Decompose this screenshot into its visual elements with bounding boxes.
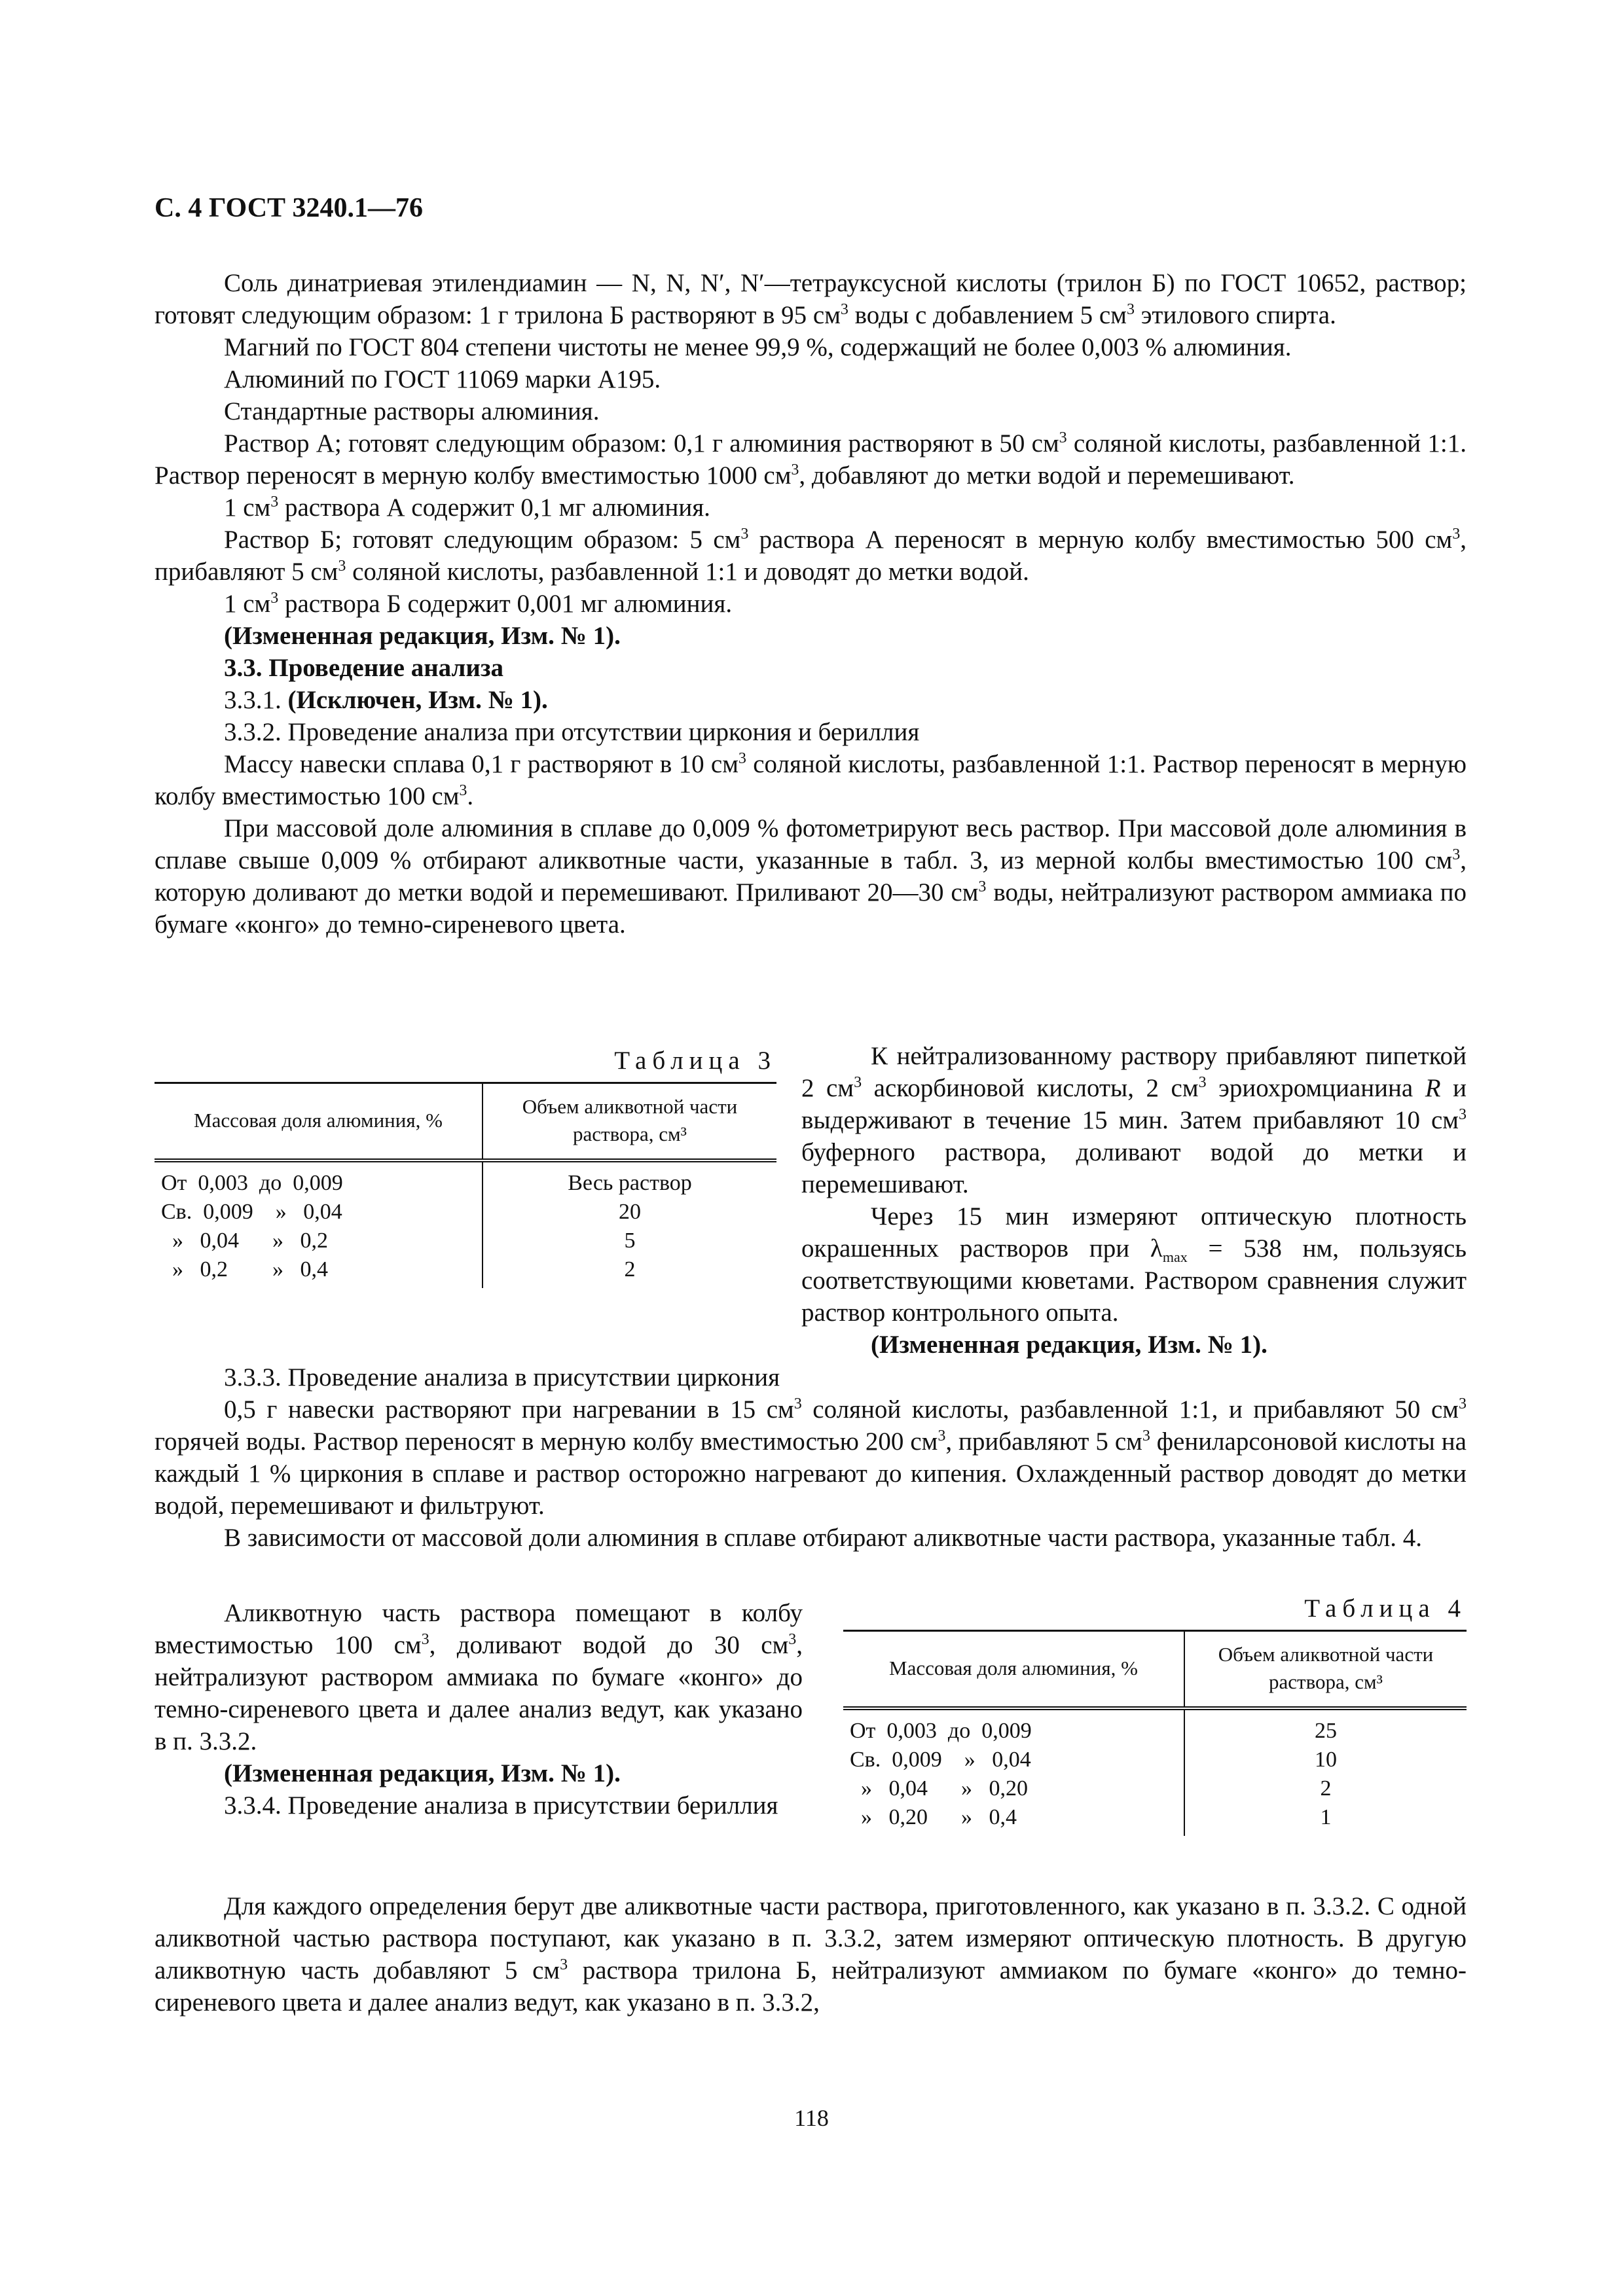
table-4-caption: Таблица 4 — [1304, 1594, 1467, 1623]
table-3-range-cell: От 0,003 до 0,009 — [161, 1171, 343, 1195]
section-3-3-3-title: 3.3.3. Проведение анализа в присутствии циркония — [224, 1363, 780, 1391]
table-4 — [843, 1630, 1467, 1836]
right-column-text — [801, 1040, 1467, 1361]
table-4-row — [843, 1746, 1467, 1774]
table-3-row — [155, 1227, 776, 1255]
left-column-text — [155, 1597, 803, 1821]
table-3 — [155, 1082, 776, 1288]
table-4-range-cell: Св. 0,009 » 0,04 — [850, 1748, 1031, 1772]
table-3-value-cell: Весь раствор — [483, 1160, 776, 1198]
table-4-range-cell: » 0,20 » 0,4 — [850, 1805, 1017, 1829]
table-3-range-cell: Св. 0,009 » 0,04 — [161, 1200, 342, 1224]
table-3-row — [155, 1198, 776, 1227]
paragraph-aluminium: Алюминий по ГОСТ 11069 марки А195. — [224, 365, 661, 393]
paragraph-optical-density: Через 15 мин измеряют оптическую плотность окрашенных растворов при $\lambda_{max} = 538$ нм, пользуясь соответствующими кюветами. Раствором сравнения служит раствор контрольного опыта. — [801, 1202, 1467, 1327]
section-3-3-title: 3.3. Проведение анализа — [224, 654, 504, 682]
paragraph-standard-solutions: Стандартные растворы алюминия. — [224, 397, 600, 425]
table-4-header-volume: Объем аликвотной части раствора, см³ — [1184, 1631, 1467, 1709]
table-4-row — [843, 1708, 1467, 1746]
paragraph-trilon: Соль динатриевая этилендиамин — N, N, N′, N′—тетрауксусной кислоты (трилон Б) по ГОСТ 10652, раствор; готовят следующим образом: 1 г трилона Б растворяют в 95 $см^3$ воды с добавлением 5 $см^3$ этилового спирта. — [155, 269, 1467, 329]
table-3-range-cell: » 0,04 » 0,2 — [161, 1229, 328, 1253]
section-3-3-1: 3.3.1. (Исключен, Изм. № 1). — [224, 686, 548, 714]
amendment-note: (Измененная редакция, Изм. № 1). — [224, 622, 621, 650]
section-3-3-2-title: 3.3.2. Проведение анализа при отсутствии циркония и бериллия — [224, 718, 920, 746]
table-4-value-cell: 25 — [1184, 1708, 1467, 1746]
table-3-row — [155, 1255, 776, 1288]
section-3-3-4-title: 3.3.4. Проведение анализа в присутствии бериллия — [224, 1791, 778, 1820]
table-3-value-cell: 5 — [483, 1227, 776, 1255]
body-bottom — [155, 1890, 1467, 2018]
paragraph-aliquot: Аликвотную часть раствора помещают в колбу вместимостью 100 $см^3$, доливают водой до 30 $см^3$, нейтрализуют раствором аммиака по бумаге «конго» до темно-сиреневого цвета и далее анализ ведут, как указано в п. 3.3.2. — [155, 1599, 803, 1755]
page-header: С. 4 ГОСТ 3240.1—76 — [155, 193, 424, 223]
table-3-header-volume: Объем аликвотной части раствора, см³ — [483, 1083, 776, 1161]
table-3-header-mass: Массовая доля алюминия, % — [194, 1109, 443, 1132]
paragraph-solution-b-content: 1 $см^3$ раствора Б содержит 0,001 мг алюминия. — [224, 590, 733, 618]
body-middle — [155, 1361, 1467, 1554]
table-4-value-cell: 2 — [1184, 1774, 1467, 1803]
paragraph-neutralized: К нейтрализованному раствору прибавляют пипеткой 2 $см^3$ аскорбиновой кислоты, 2 $см^3$ эриохромцианина R и выдерживают в течение 15 мин. Затем прибавляют 10 $см^3$ буферного раствора, доливают водой до метки и перемешивают. — [801, 1042, 1467, 1198]
table-4-value-cell: 1 — [1184, 1803, 1467, 1836]
table-4-value-cell: 10 — [1184, 1746, 1467, 1774]
amendment-note-3: (Измененная редакция, Изм. № 1). — [224, 1759, 621, 1787]
paragraph-solution-a: Раствор А; готовят следующим образом: 0,1 г алюминия растворяют в 50 $см^3$ соляной кислоты, разбавленной 1:1. Раствор переносят в мерную колбу вместимостью 1000 $см^3$, добавляют до метки водой и перемешивают. — [155, 429, 1467, 490]
paragraph-depending: В зависимости от массовой доли алюминия в сплаве отбирают аликвотные части раствора, указанные табл. 4. — [224, 1524, 1422, 1552]
paragraph-solution-b: Раствор Б; готовят следующим образом: 5 $см^3$ раствора А переносят в мерную колбу вместимостью 500 $см^3$, прибавляют 5 $см^3$ соляной кислоты, разбавленной 1:1 и доводят до метки водой. — [155, 526, 1467, 586]
paragraph-zirconium: 0,5 г навески растворяют при нагревании в 15 $см^3$ соляной кислоты, разбавленной 1:1, и прибавляют 50 $см^3$ горячей воды. Раствор переносят в мерную колбу вместимостью 200 $см^3$, прибавляют 5 $см^3$ фениларсоновой кислоты на каждый 1 % циркония в сплаве и раствор осторожно нагревают до кипения. Охлажденный раствор доводят до метки водой, перемешивают и фильтруют. — [155, 1395, 1467, 1520]
paragraph-solution-a-content: 1 $см^3$ раствора А содержит 0,1 мг алюминия. — [224, 493, 710, 522]
table-3-value-cell: 20 — [483, 1198, 776, 1227]
table-3-caption: Таблица 3 — [614, 1047, 776, 1075]
paragraph-mass-fraction: При массовой доле алюминия в сплаве до 0,009 % фотометрируют весь раствор. При массовой доле алюминия в сплаве свыше 0,009 % отбирают аликвотные части, указанные в табл. 3, из мерной колбы вместимостью 100 $см^3$, которую доливают до метки водой и перемешивают. Приливают 20—30 $см^3$ воды, нейтрализуют раствором аммиака по бумаге «конго» до темно-сиреневого цвета. — [155, 814, 1467, 939]
amendment-note-2: (Измененная редакция, Изм. № 1). — [871, 1331, 1267, 1359]
table-3-value-cell: 2 — [483, 1255, 776, 1288]
table-4-block — [843, 1592, 1467, 1836]
table-4-row — [843, 1774, 1467, 1803]
page-number: 118 — [794, 2105, 829, 2131]
paragraph-sample-mass: Массу навески сплава 0,1 г растворяют в 10 $см^3$ соляной кислоты, разбавленной 1:1. Раствор переносят в мерную колбу вместимостью 100 $см^3$. — [155, 750, 1467, 810]
table-3-block — [155, 1045, 776, 1288]
paragraph-magnesium: Магний по ГОСТ 804 степени чистоты не менее 99,9 %, содержащий не более 0,003 % алюминия. — [224, 333, 1292, 361]
table-4-row — [843, 1803, 1467, 1836]
table-4-range-cell: От 0,003 до 0,009 — [850, 1719, 1032, 1743]
table-3-row — [155, 1160, 776, 1198]
table-4-range-cell: » 0,04 » 0,20 — [850, 1776, 1028, 1801]
body-top — [155, 267, 1467, 941]
table-3-range-cell: » 0,2 » 0,4 — [161, 1257, 328, 1282]
paragraph-beryllium-procedure: Для каждого определения берут две аликвотные части раствора, приготовленного, как указано в п. 3.3.2. С одной аликвотной частью раствора поступают, как указано в п. 3.3.2, затем измеряют оптическую плотность. В другую аликвотную часть добавляют 5 $см^3$ раствора трилона Б, нейтрализуют аммиаком по бумаге «конго» до темно-сиреневого цвета и далее анализ ведут, как указано в п. 3.3.2, — [155, 1892, 1467, 2017]
table-4-header-mass: Массовая доля алюминия, % — [889, 1657, 1138, 1679]
